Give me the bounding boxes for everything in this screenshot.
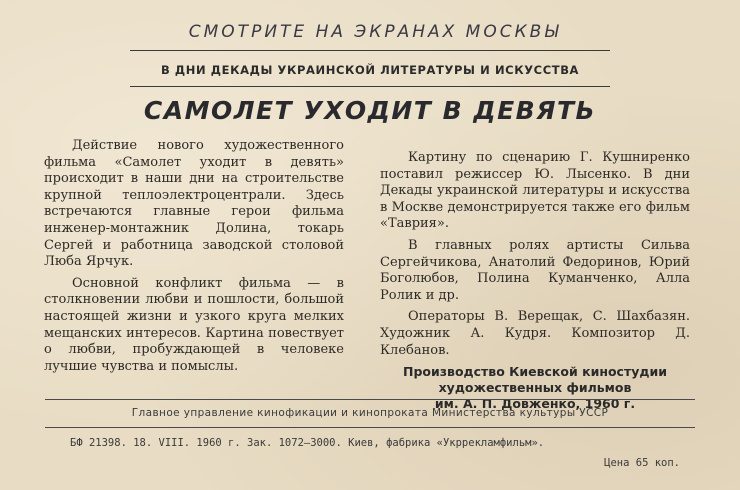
production-line-2: художественных фильмов	[438, 380, 632, 396]
top-divider	[130, 50, 610, 51]
right-column	[380, 150, 690, 412]
footer-divider	[45, 399, 695, 400]
synopsis-paragraph-1: Действие нового художественного фильма «Самолет уходит в девять» происходит в наши дни на строительстве крупной теплоэлектроцентрали. Здесь встречаются главные герои фильма инженер-монтажник Долина, токарь Сергей и работница заводской столовой Люба Ярчук.	[44, 138, 344, 270]
cast-paragraph: В главных ролях артисты Сильва Сергейчикова, Анатолий Федоринов, Юрий Боголюбов, Полина Куманченко, Алла Ролик и др.	[380, 237, 690, 303]
synopsis-paragraph-2: Основной конфликт фильма — в столкновении любви и пошлости, большой настоящей жизни и узкого круга мелких мещанских интересов. Картина повествует о любви, пробуждающей в человеке лучшие чувства и помыслы.	[44, 275, 344, 374]
production-line-3: им. А. П. Довженко, 1960 г.	[434, 396, 636, 412]
footer-divider-2	[45, 427, 695, 428]
sub-heading: В ДНИ ДЕКАДЫ УКРАИНСКОЙ ЛИТЕРАТУРЫ И ИСКУССТВА	[160, 63, 580, 77]
ministry-line: Главное управление кинофикации и кинопроката Министерства культуры УССР	[131, 407, 609, 419]
price-label: Цена 65 коп.	[604, 457, 680, 469]
imprint-line: БФ 21398. 18. VIII. 1960 г. Зак. 1072—3000. Киев, фабрика «Укррекламфильм».	[70, 437, 545, 449]
top-heading: СМОТРИТЕ НА ЭКРАНАХ МОСКВЫ	[188, 22, 562, 42]
production-line-1: Производство Киевской киностудии	[403, 364, 667, 380]
credits-paragraph-1: Картину по сценарию Г. Кушниренко поставил режиссер Ю. Лысенко. В дни Декады украинской литературы и искусства в Москве демонстрируется также его фильм «Таврия».	[380, 150, 690, 232]
left-column	[44, 138, 344, 380]
production-credit	[380, 364, 690, 412]
film-title: САМОЛЕТ УХОДИТ В ДЕВЯТЬ	[143, 96, 597, 125]
sub-divider	[130, 86, 610, 87]
crew-paragraph: Операторы В. Верещак, С. Шахбазян. Художник А. Кудря. Композитор Д. Клебанов.	[380, 309, 690, 358]
